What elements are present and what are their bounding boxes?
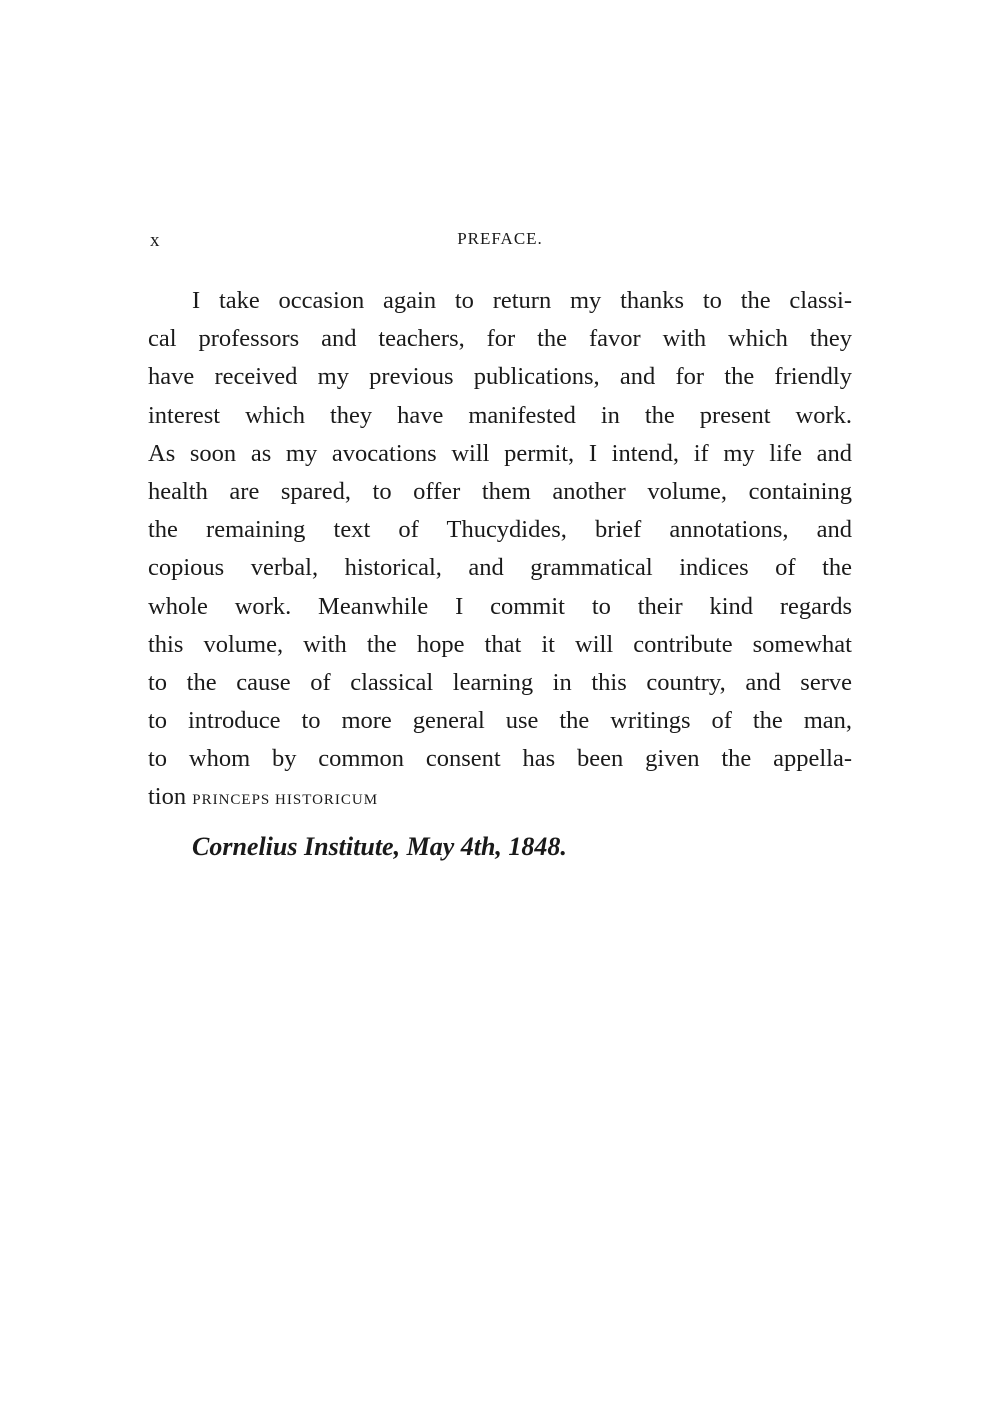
text-line: to the cause of classical learning in this country, and serve bbox=[148, 668, 852, 696]
text-line: this volume, with the hope that it will contribute somewhat bbox=[148, 630, 852, 658]
text-line: health are spared, to offer them another volume, containing bbox=[148, 477, 852, 505]
text-fragment: tion bbox=[148, 783, 187, 811]
text-line-last bbox=[148, 778, 852, 816]
text-line: to whom by common consent has been given the appella- bbox=[148, 745, 852, 773]
text-line: cal professors and teachers, for the favor with which they bbox=[148, 325, 852, 353]
text-line: copious verbal, historical, and grammatical indices of the bbox=[148, 554, 852, 582]
small-caps-title: PRINCEPS HISTORICUM bbox=[192, 792, 379, 809]
page-number: x bbox=[150, 230, 160, 251]
text-line: whole work. Meanwhile I commit to their kind regards bbox=[148, 592, 852, 620]
text-line: interest which they have manifested in the present work. bbox=[148, 401, 852, 429]
running-title: PREFACE. bbox=[457, 229, 543, 248]
text-line: As soon as my avocations will permit, I intend, if my life and bbox=[148, 439, 852, 467]
text-line: the remaining text of Thucydides, brief annotations, and bbox=[148, 516, 852, 544]
signature-line: Cornelius Institute, May 4th, 1848. bbox=[192, 832, 567, 861]
preface-paragraph bbox=[148, 282, 852, 817]
text-line: have received my previous publications, and for the friendly bbox=[148, 363, 852, 391]
text-line: I take occasion again to return my thanks to the classi- bbox=[192, 287, 852, 314]
text-line: to introduce to more general use the writings of the man, bbox=[148, 707, 852, 735]
